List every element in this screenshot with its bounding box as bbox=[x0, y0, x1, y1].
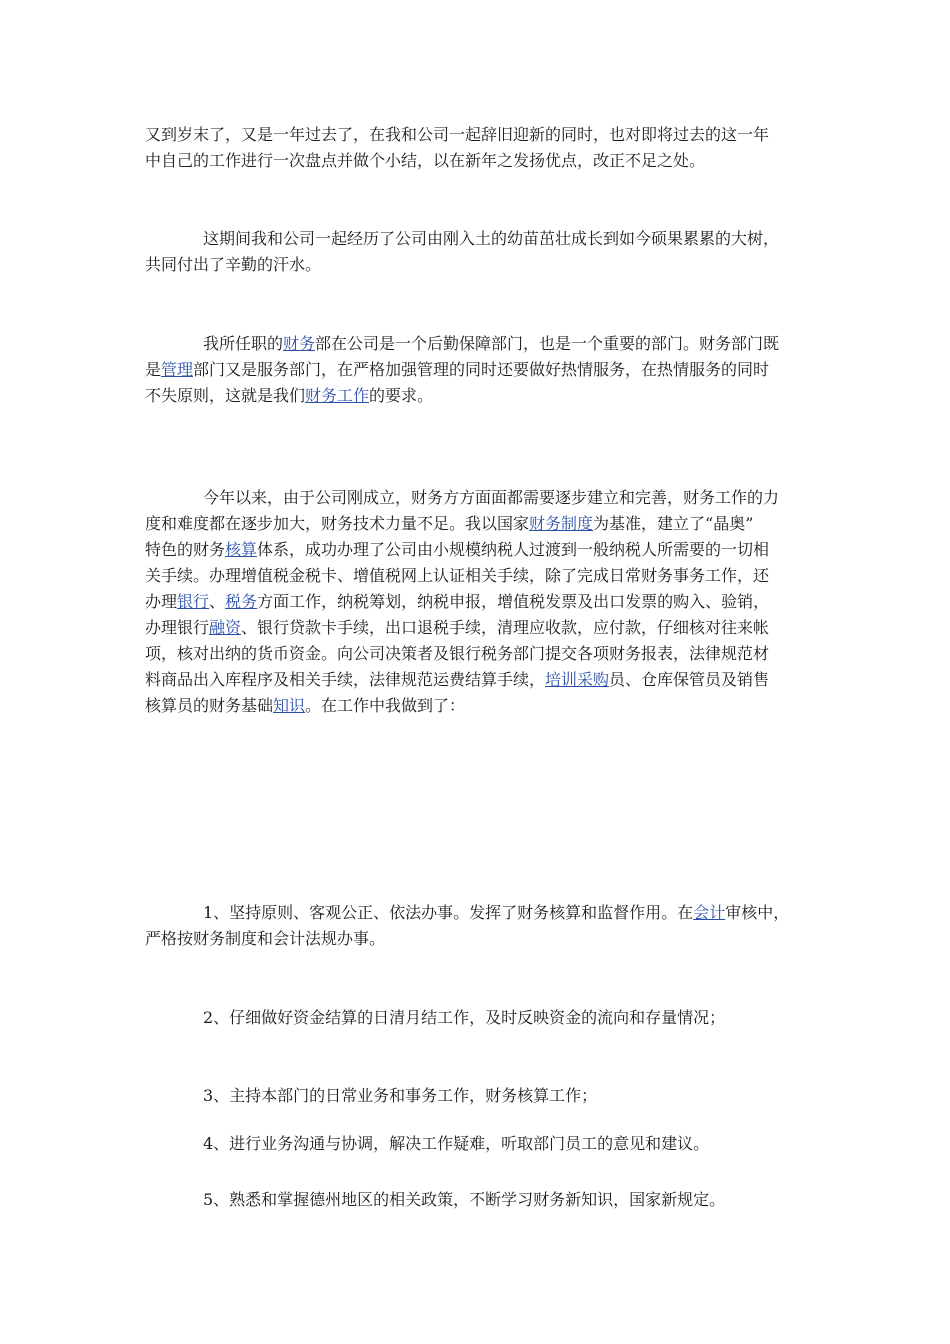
text-run: 5、熟悉和掌握德州地区的相关政策，不断学习财务新知识，国家新规定。 bbox=[203, 1190, 726, 1209]
text-run: 料商品出入库程序及相关手续，法律规范运费结算手续， bbox=[145, 670, 546, 689]
text-run: 3、主持本部门的日常业务和事务工作，财务核算工作； bbox=[203, 1086, 598, 1105]
text-run: 1、坚持原则、客观公正、依法办事。发挥了财务核算和监督作用。在 bbox=[203, 903, 694, 922]
text-run: 不失原则，这就是我们 bbox=[145, 386, 306, 405]
keyword-link[interactable]: 知识 bbox=[273, 696, 306, 715]
keyword-link[interactable]: 财务 bbox=[283, 334, 316, 353]
text-run: 办理银行 bbox=[145, 618, 210, 637]
text-run: 中自己的工作进行一次盘点并做个小结，以在新年之发扬优点，改正不足之处。 bbox=[145, 151, 706, 170]
keyword-link[interactable]: 税务 bbox=[225, 592, 258, 611]
text-line bbox=[145, 537, 805, 563]
paragraph bbox=[145, 331, 805, 409]
text-line bbox=[145, 667, 805, 693]
paragraph bbox=[145, 900, 805, 952]
keyword-link[interactable]: 核算 bbox=[225, 540, 258, 559]
text-line bbox=[145, 252, 805, 278]
text-line bbox=[145, 926, 805, 952]
text-run: 、 bbox=[209, 592, 226, 611]
text-line bbox=[145, 331, 805, 357]
text-run: 是 bbox=[145, 360, 162, 379]
text-line bbox=[145, 563, 805, 589]
text-run: 审核中， bbox=[725, 903, 790, 922]
text-line bbox=[145, 693, 805, 719]
paragraph bbox=[145, 485, 805, 719]
text-line bbox=[145, 900, 805, 926]
text-line bbox=[145, 1005, 805, 1031]
text-line bbox=[145, 1083, 805, 1109]
paragraph bbox=[145, 1131, 805, 1157]
text-line bbox=[145, 226, 805, 252]
text-run: 特色的财务 bbox=[145, 540, 226, 559]
text-run: 。在工作中我做到了： bbox=[305, 696, 466, 715]
text-run: 部在公司是一个后勤保障部门，也是一个重要的部门。财务部门既 bbox=[315, 334, 780, 353]
text-run: 员、仓库保管员及销售 bbox=[609, 670, 770, 689]
text-run: 方面工作，纳税筹划，纳税申报，增值税发票及出口发票的购入、验销， bbox=[257, 592, 770, 611]
text-run: 的要求。 bbox=[369, 386, 434, 405]
text-line bbox=[145, 383, 805, 409]
text-line bbox=[145, 357, 805, 383]
text-run: 项，核对出纳的货币资金。向公司决策者及银行税务部门提交各项财务报表，法律规范材 bbox=[145, 644, 770, 663]
text-line bbox=[145, 122, 805, 148]
text-run: 4、进行业务沟通与协调，解决工作疑难，听取部门员工的意见和建议。 bbox=[203, 1134, 710, 1153]
text-line bbox=[145, 589, 805, 615]
text-run: 又到岁末了，又是一年过去了，在我和公司一起辞旧迎新的同时，也对即将过去的这一年 bbox=[145, 125, 770, 144]
text-line bbox=[145, 148, 805, 174]
text-run: 我所任职的 bbox=[203, 334, 284, 353]
keyword-link[interactable]: 银行 bbox=[177, 592, 210, 611]
text-line bbox=[145, 641, 805, 667]
text-run: 今年以来，由于公司刚成立，财务方方面面都需要逐步建立和完善，财务工作的力 bbox=[203, 488, 780, 507]
text-run: 办理 bbox=[145, 592, 178, 611]
text-line bbox=[145, 1187, 805, 1213]
text-line bbox=[145, 511, 805, 537]
text-run: 共同付出了辛勤的汗水。 bbox=[145, 255, 322, 274]
keyword-link[interactable]: 融资 bbox=[209, 618, 242, 637]
text-run: 度和难度都在逐步加大，财务技术力量不足。我以国家 bbox=[145, 514, 530, 533]
text-run: 为基准，建立了“晶奥” bbox=[593, 514, 754, 533]
paragraph bbox=[145, 1187, 805, 1213]
keyword-link[interactable]: 管理 bbox=[161, 360, 194, 379]
paragraph bbox=[145, 122, 805, 174]
keyword-link[interactable]: 财务制度 bbox=[529, 514, 594, 533]
text-run: 体系，成功办理了公司由小规模纳税人过渡到一般纳税人所需要的一切相 bbox=[257, 540, 770, 559]
text-run: 严格按财务制度和会计法规办事。 bbox=[145, 929, 386, 948]
text-run: 、银行贷款卡手续，出口退税手续，清理应收款，应付款，仔细核对往来帐 bbox=[241, 618, 770, 637]
keyword-link[interactable]: 会计 bbox=[693, 903, 726, 922]
paragraph bbox=[145, 1083, 805, 1109]
keyword-link[interactable]: 培训采购 bbox=[545, 670, 610, 689]
text-run: 部门又是服务部门，在严格加强管理的同时还要做好热情服务，在热情服务的同时 bbox=[193, 360, 770, 379]
text-run: 2、仔细做好资金结算的日清月结工作，及时反映资金的流向和存量情况； bbox=[203, 1008, 726, 1027]
paragraph bbox=[145, 226, 805, 278]
text-run: 关手续。办理增值税金税卡、增值税网上认证相关手续，除了完成日常财务事务工作，还 bbox=[145, 566, 770, 585]
text-line bbox=[145, 485, 805, 511]
text-run: 核算员的财务基础 bbox=[145, 696, 274, 715]
text-line bbox=[145, 1131, 805, 1157]
text-line bbox=[145, 615, 805, 641]
keyword-link[interactable]: 财务工作 bbox=[305, 386, 370, 405]
paragraph bbox=[145, 1005, 805, 1031]
text-run: 这期间我和公司一起经历了公司由刚入土的幼苗茁壮成长到如今硕果累累的大树， bbox=[203, 229, 780, 248]
